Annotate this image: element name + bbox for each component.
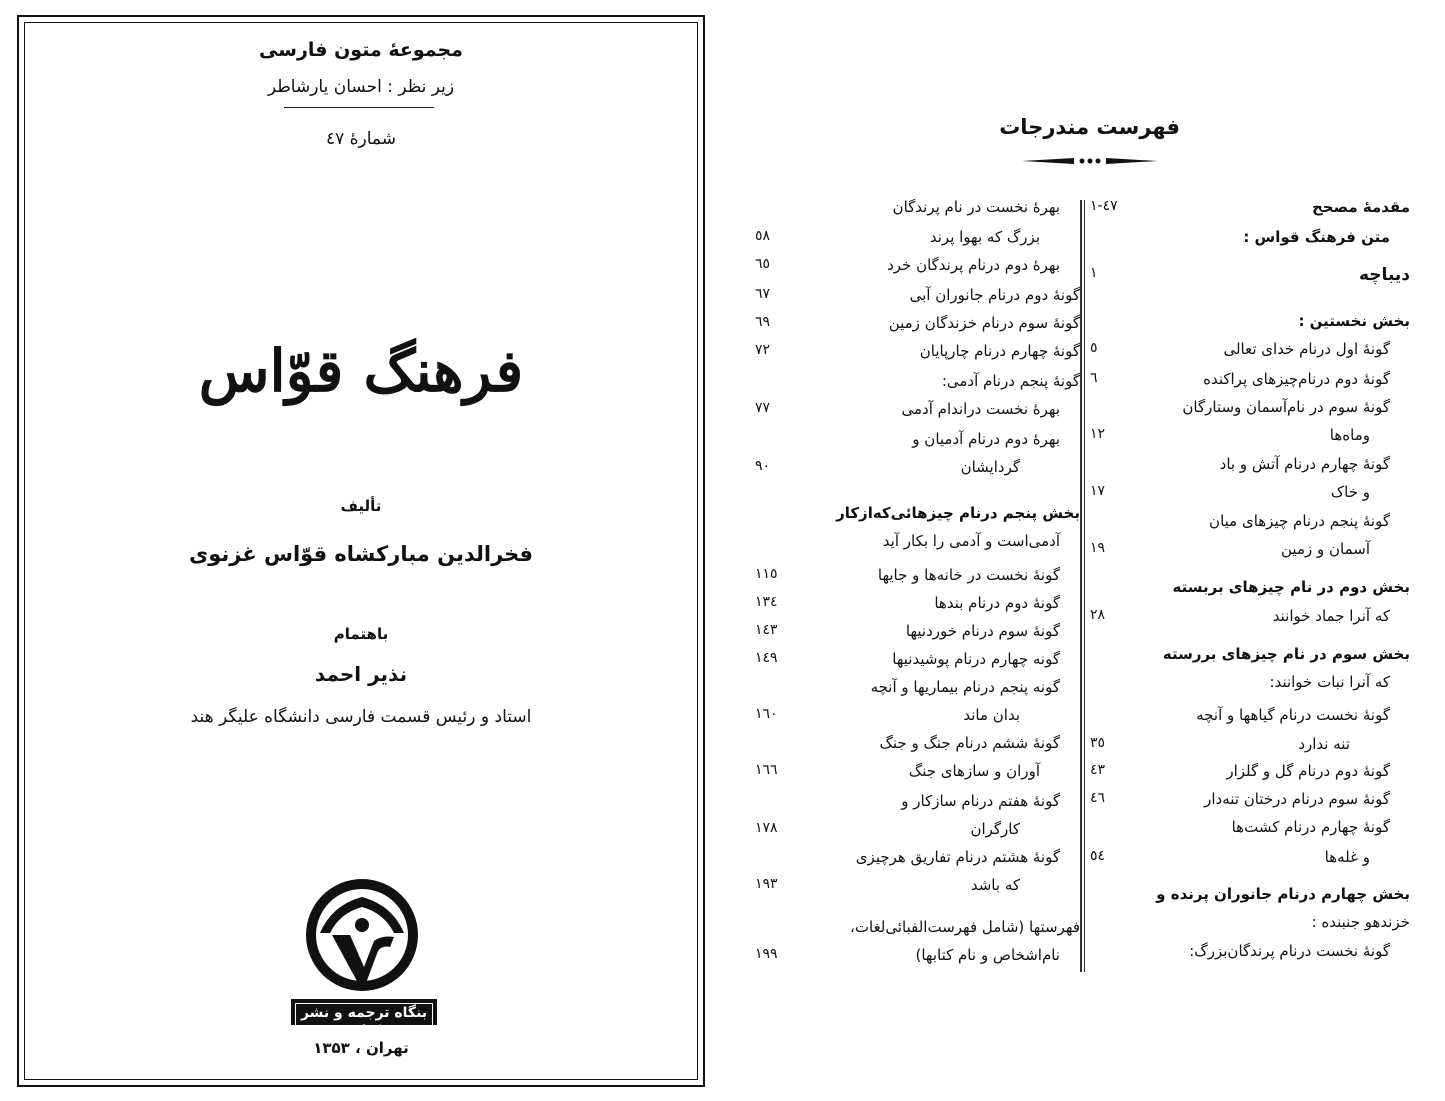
table-of-contents-page — [740, 0, 1440, 1101]
toc-entry-text: گونه پنجم درنام بیماریها و آنچه — [870, 678, 1060, 696]
toc-entry-text: بخش سوم در نام چیزهای بررسته — [1162, 645, 1410, 663]
toc-entry — [1090, 340, 1410, 368]
toc-entry — [755, 876, 1080, 904]
toc-entry-text: بخش نخستین : — [1298, 312, 1410, 330]
toc-entry-page-number: ۱٤۳ — [755, 622, 778, 638]
toc-entry-text: گونهٔ دوم درنام جانوران آبی — [909, 286, 1080, 304]
toc-entry-page-number: ۱۲ — [1090, 426, 1106, 442]
toc-entry — [755, 594, 1080, 622]
toc-entry — [755, 706, 1080, 734]
toc-entry-page-number: ۱٦٦ — [755, 762, 778, 778]
toc-entry-page-number: ۱۷۸ — [755, 820, 778, 836]
toc-entry — [755, 372, 1080, 400]
toc-entry-text: گونهٔ دوم درنام بندها — [934, 594, 1060, 612]
toc-entry-text: بهرهٔ دوم درنام پرندگان خرد — [887, 256, 1060, 274]
toc-entry-page-number: ۲۸ — [1090, 607, 1106, 623]
toc-entry-text: که باشد — [970, 876, 1020, 894]
toc-entry-text: گونهٔ دوم درنام‌چیزهای پراکنده — [1203, 370, 1390, 388]
toc-entry — [1090, 790, 1410, 818]
toc-entry-text: گونهٔ سوم درنام درختان تنه‌دار — [1204, 790, 1390, 808]
toc-entry — [1090, 578, 1410, 606]
toc-entry-text: گونهٔ چهارم درنام چارپایان — [919, 342, 1080, 360]
toc-entry-page-number: ۳٥ — [1090, 735, 1106, 751]
publisher-name-box — [291, 999, 437, 1039]
toc-entry-text: کارگران — [970, 820, 1020, 838]
toc-entry — [755, 314, 1080, 342]
toc-entry-text: نام‌اشخاص و نام کتابها) — [915, 946, 1060, 964]
toc-entry-text: گونهٔ دوم درنام گل و گلزار — [1226, 762, 1390, 780]
toc-entry — [755, 228, 1080, 256]
toc-entry-text: مقدمهٔ مصحح — [1311, 198, 1410, 216]
toc-entry — [755, 678, 1080, 706]
toc-entry — [1090, 483, 1410, 511]
toc-entry — [755, 256, 1080, 284]
toc-entry-text: گونهٔ سوم درنام خوردنیها — [905, 622, 1060, 640]
toc-entry-text: بخش پنجم درنام چیزهائی‌که‌ازکار — [836, 504, 1080, 522]
toc-entry — [755, 918, 1080, 946]
toc-entry-text: بهرهٔ نخست در نام پرندگان — [892, 198, 1060, 216]
toc-title: فهرست مندرجات — [999, 115, 1180, 139]
toc-entry — [755, 946, 1080, 974]
toc-entry-text: گونه چهارم درنام پوشیدنیها — [892, 650, 1060, 668]
publisher-logo-icon — [302, 875, 422, 995]
toc-entry — [755, 198, 1080, 226]
toc-entry — [1090, 607, 1410, 635]
toc-entry — [1090, 426, 1410, 454]
toc-entry — [1090, 455, 1410, 483]
toc-entry-text: بزرگ که بهوا پرند — [929, 228, 1040, 246]
toc-entry-text: آدمی‌است و آدمی را بکار آید — [882, 532, 1060, 550]
toc-entry — [1090, 228, 1410, 256]
toc-entry-page-number: ۱۹ — [1090, 540, 1106, 556]
toc-entry-text: و غله‌ها — [1324, 848, 1370, 866]
toc-entry — [1090, 540, 1410, 568]
toc-entry-page-number: ٥۸ — [755, 228, 771, 244]
toc-entry-text: بدان ماند — [963, 706, 1020, 724]
toc-entry — [1090, 706, 1410, 734]
toc-entry — [755, 650, 1080, 678]
toc-entry — [1090, 265, 1410, 293]
toc-entry-text: بهرهٔ نخست درانداﻡ آدمی — [901, 400, 1060, 418]
title-page — [17, 15, 705, 1087]
toc-entry-text: آسمان و زمین — [1281, 540, 1370, 558]
toc-entry-page-number: ٦ — [1090, 370, 1098, 386]
toc-entry-page-number: ٤٦ — [1090, 790, 1106, 806]
toc-entry — [755, 342, 1080, 370]
toc-entry-text: متن فرهنگ قواس : — [1243, 228, 1390, 246]
toc-entry-page-number: ۷۷ — [755, 400, 771, 416]
toc-entry-page-number: ۱٦۰ — [755, 706, 778, 722]
toc-entry-text: گونهٔ سوم درنام خزندگان زمین — [888, 314, 1080, 332]
toc-entry — [755, 622, 1080, 650]
toc-entry — [1090, 398, 1410, 426]
toc-entry — [755, 532, 1080, 560]
authored-by-label: تألیف — [340, 497, 382, 515]
toc-entry-page-number: ۱۹۹ — [755, 946, 778, 962]
toc-entry — [755, 734, 1080, 762]
toc-entry-text: بخش چهارم درنام جانوران پرنده و — [1156, 885, 1410, 903]
toc-entry — [1090, 913, 1410, 941]
series-editor-line: زیر نظر : احسان یارشاطر — [267, 77, 455, 97]
toc-entry-text: گونهٔ پنجم درنام آدمی: — [941, 372, 1080, 390]
toc-entry — [755, 286, 1080, 314]
toc-entry-page-number: ۱۳٤ — [755, 594, 778, 610]
toc-entry-text: گونهٔ نخست در خانه‌ها و جایها — [877, 566, 1060, 584]
toc-entry-page-number: ٥ — [1090, 340, 1098, 356]
toc-entry-text: گونهٔ پنجم درنام چیزهای میان — [1209, 512, 1390, 530]
editor-title: استاد و رئیس قسمت فارسی دانشگاه علیگر هند — [190, 707, 532, 727]
toc-entry-page-number: ۱۹۳ — [755, 876, 778, 892]
toc-entry — [1090, 762, 1410, 790]
toc-entry-text: گونهٔ اول درنام خدای تعالی — [1223, 340, 1390, 358]
toc-entry-text: گونهٔ هشتم درنام تفاریق هرچیزی — [855, 848, 1060, 866]
toc-entry-page-number: ۹۰ — [755, 458, 771, 474]
toc-entry — [1090, 735, 1410, 763]
toc-entry — [1090, 885, 1410, 913]
author-name: فخرالدین مبارکشاه قوّاس غزنوی — [188, 542, 534, 566]
toc-entry-text: تنه ندارد — [1298, 735, 1350, 753]
column-divider — [1080, 200, 1085, 972]
toc-entry-page-number: ۱۷ — [1090, 483, 1106, 499]
toc-entry-text: گردایشان — [960, 458, 1020, 476]
toc-entry-text: گونهٔ نخست درنام گیاهها و آنچه — [1196, 706, 1390, 724]
toc-entry-page-number: ٦٧ — [755, 286, 771, 302]
editor-name: نذیر احمد — [314, 662, 408, 686]
toc-entry-text: وماه‌ها — [1329, 426, 1370, 444]
toc-entry-text: گونهٔ ششم درنام جنگ و جنگ — [879, 734, 1060, 752]
toc-entry-page-number: ۱٤۹ — [755, 650, 778, 666]
toc-entry-text: گونهٔ چهارم درنام کشت‌ها — [1231, 818, 1390, 836]
toc-entry — [1090, 942, 1410, 970]
toc-entry — [755, 762, 1080, 790]
toc-entry-text: و خاک — [1330, 483, 1370, 501]
toc-entry — [1090, 512, 1410, 540]
toc-entry — [755, 504, 1080, 532]
toc-entry-page-number: ۱-٤٧ — [1090, 198, 1118, 214]
toc-entry — [755, 458, 1080, 486]
toc-entry — [755, 820, 1080, 848]
place-and-date: تهران ، ۱۳۵۳ — [313, 1039, 409, 1057]
toc-entry — [1090, 818, 1410, 846]
publisher-name: بنگاه ترجمه و نشر کتاب — [295, 1003, 433, 1041]
toc-entry-text: دیباچه — [1359, 265, 1410, 285]
editor-underline — [284, 107, 434, 108]
toc-entry — [1090, 370, 1410, 398]
toc-entry — [1090, 848, 1410, 876]
toc-entry — [755, 430, 1080, 458]
toc-entry-text: بخش دوم در نام چیزهای بربسته — [1172, 578, 1410, 596]
toc-entry-page-number: ٦٩ — [755, 314, 771, 330]
toc-entry — [755, 792, 1080, 820]
toc-entry-page-number: ٥٤ — [1090, 848, 1106, 864]
edited-by-label: باهتمام — [333, 625, 389, 643]
toc-entry-text: که آنرا نبات خوانند: — [1269, 673, 1390, 691]
toc-entry-page-number: ۱۱٥ — [755, 566, 778, 582]
toc-entry — [755, 566, 1080, 594]
toc-entry-text: که آنرا جماد خوانند — [1272, 607, 1390, 625]
toc-entry — [1090, 198, 1410, 226]
toc-entry-text: گونهٔ نخست درنام پرندگان‌بزرگ: — [1189, 942, 1390, 960]
toc-entry-text: فهرستها (شامل فهرست‌الفبائی‌لغات، — [850, 918, 1080, 936]
toc-entry-text: گونهٔ هفتم درنام سازکار و — [901, 792, 1060, 810]
ornament-divider-icon — [1022, 155, 1158, 167]
toc-entry-text: آوران و سازهای جنگ — [908, 762, 1040, 780]
toc-entry — [1090, 645, 1410, 673]
toc-entry-text: گونهٔ چهارم درنام آتش و باد — [1219, 455, 1390, 473]
toc-entry-text: بهرهٔ دوم درنام آدمیان و — [912, 430, 1060, 448]
toc-entry-page-number: ٤۳ — [1090, 762, 1106, 778]
toc-entry — [1090, 312, 1410, 340]
toc-entry — [1090, 673, 1410, 701]
book-title: فرهنگ قوّاس — [198, 337, 524, 405]
series-number: شمارهٔ ٤٧ — [325, 129, 397, 149]
toc-entry — [755, 848, 1080, 876]
toc-entry-page-number: ۷۲ — [755, 342, 771, 358]
toc-entry-page-number: ٦٥ — [755, 256, 771, 272]
series-title: مجموعهٔ متون فارسی — [259, 39, 463, 61]
toc-entry-page-number: ۱ — [1090, 265, 1098, 281]
toc-entry-text: گونهٔ سوم در نام‌آسمان وستارگان — [1182, 398, 1390, 416]
toc-entry — [755, 400, 1080, 428]
toc-entry-text: خزندهو جنبنده : — [1311, 913, 1410, 931]
